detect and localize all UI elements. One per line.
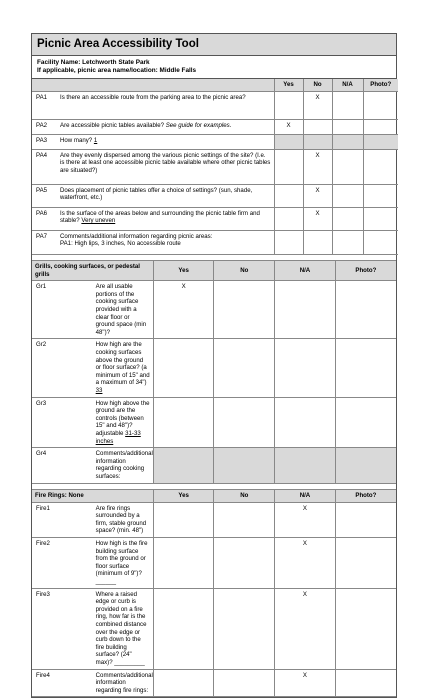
question-note: See guide for examples. xyxy=(165,121,232,129)
answer-cell-na[interactable] xyxy=(332,184,363,207)
answer-cell-no[interactable] xyxy=(303,91,332,119)
answer-cell-yes[interactable] xyxy=(274,134,303,149)
answer-cell-no[interactable] xyxy=(303,134,332,149)
fire-rings-table xyxy=(32,484,396,698)
table-row xyxy=(32,134,398,149)
question-text: Does placement of picnic tables offer a choice of settings? (sun, shade, waterfront, etc.) xyxy=(60,186,253,202)
picnic-header-row xyxy=(32,79,398,91)
answer-cell-yes[interactable] xyxy=(153,502,214,537)
col-photo: Photo? xyxy=(363,79,398,91)
answer-cell-no[interactable] xyxy=(214,397,275,448)
table-row xyxy=(32,230,398,254)
row-question xyxy=(93,502,154,537)
row-code xyxy=(32,149,57,184)
answer-cell-no[interactable] xyxy=(214,502,275,537)
check-mark: X xyxy=(315,186,320,194)
row-question xyxy=(57,119,274,134)
answer-cell-na[interactable] xyxy=(275,339,336,397)
question-text: How high is the fire building surface from the ground or floor surface (minimum of 9")? ______ xyxy=(95,540,148,585)
answer-cell-no[interactable] xyxy=(303,230,332,254)
row-code xyxy=(32,339,93,397)
row-question xyxy=(93,448,154,483)
answer-value: 31-33 inches xyxy=(95,429,141,445)
row-code xyxy=(32,184,57,207)
table-row xyxy=(32,184,398,207)
answer-cell-no[interactable] xyxy=(214,538,275,589)
answer-cell-yes[interactable] xyxy=(153,448,214,483)
answer-cell-no[interactable] xyxy=(214,281,275,339)
row-code xyxy=(32,91,57,119)
answer-value: 33 xyxy=(95,387,103,394)
row-code xyxy=(32,230,57,254)
row-code xyxy=(32,448,93,483)
row-question xyxy=(57,230,274,254)
answer-cell-photo[interactable] xyxy=(335,339,396,397)
answer-cell-yes[interactable] xyxy=(153,588,214,669)
answer-value: Very uneven xyxy=(81,217,116,225)
picnic-area-location: If applicable, picnic area name/location: Middle Falls xyxy=(37,67,197,74)
code-text: PA1 xyxy=(36,93,48,101)
check-mark: X xyxy=(315,151,320,159)
check-mark: X xyxy=(315,93,320,101)
grills-table xyxy=(32,255,396,484)
table-row xyxy=(32,207,398,230)
answer-cell-yes[interactable] xyxy=(274,230,303,254)
table-row xyxy=(32,588,396,669)
question-text: Comments/additional information regarding picnic areas: xyxy=(60,232,213,240)
question-text: Are fire rings surrounded by a firm, stable ground space? (min. 48") xyxy=(95,504,147,535)
comment-text: PA1: High lips, 3 inches, No accessible route xyxy=(60,240,181,248)
answer-cell-yes[interactable] xyxy=(153,339,214,397)
col-na: N/A xyxy=(332,79,363,91)
code-text: Gr1 xyxy=(36,283,47,291)
answer-cell-no[interactable] xyxy=(303,149,332,184)
answer-cell-na[interactable] xyxy=(332,91,363,119)
answer-cell-no[interactable] xyxy=(303,119,332,134)
check-mark: X xyxy=(302,504,307,512)
code-text: Fire2 xyxy=(36,540,50,547)
row-code xyxy=(32,134,57,149)
table-row xyxy=(32,91,398,119)
question-text: Are accessible picnic tables available? xyxy=(60,121,164,129)
answer-cell-yes[interactable] xyxy=(274,119,303,134)
row-question xyxy=(57,149,274,184)
answer-cell-na[interactable] xyxy=(275,397,336,448)
table-row xyxy=(32,502,396,537)
answer-cell-photo[interactable] xyxy=(363,230,398,254)
code-text: PA3 xyxy=(36,136,48,144)
table-row xyxy=(32,339,396,397)
table-row xyxy=(32,448,396,483)
answer-cell-no[interactable] xyxy=(214,339,275,397)
row-code xyxy=(32,588,93,669)
answer-cell-na[interactable] xyxy=(275,448,336,483)
fire-header-row: Fire Rings: None Yes No N/A Photo? xyxy=(32,490,396,503)
answer-cell-no[interactable] xyxy=(214,588,275,669)
code-text: Gr4 xyxy=(36,450,47,458)
answer-cell-na[interactable] xyxy=(275,502,336,537)
row-question xyxy=(93,588,154,669)
row-question xyxy=(57,207,274,230)
answer-cell-photo[interactable] xyxy=(335,281,396,339)
code-text: Fire1 xyxy=(36,504,50,512)
table-row xyxy=(32,119,398,134)
table-row xyxy=(32,538,396,589)
row-question xyxy=(93,339,154,397)
check-mark: X xyxy=(315,209,320,217)
answer-cell-photo[interactable] xyxy=(335,588,396,669)
answer-cell-na[interactable] xyxy=(332,134,363,149)
row-code xyxy=(32,502,93,537)
question-text: How many? xyxy=(60,136,93,144)
answer-cell-photo[interactable] xyxy=(335,448,396,483)
fire-section-title: Fire Rings: None xyxy=(32,490,153,503)
answer-cell-yes[interactable] xyxy=(274,91,303,119)
accessibility-form xyxy=(31,33,397,698)
code-text: Gr3 xyxy=(36,399,47,407)
answer-cell-na[interactable] xyxy=(275,588,336,669)
code-text: Fire4 xyxy=(36,671,50,679)
grills-header-row: Grills, cooking surfaces, or pedestal grills Yes No N/A Photo? xyxy=(32,261,396,281)
answer-cell-na[interactable] xyxy=(332,207,363,230)
code-text: PA7 xyxy=(36,232,48,240)
check-mark: X xyxy=(302,671,307,679)
answer-cell-photo[interactable] xyxy=(335,538,396,589)
row-question xyxy=(93,538,154,589)
question-text: How high above the ground are the controls (between 15" and 48")? adjustable xyxy=(95,399,150,437)
question-text: Comments/additional information regarding cooking surfaces: xyxy=(95,450,153,480)
answer-cell-yes[interactable] xyxy=(153,281,214,339)
form-title: Picnic Area Accessibility Tool xyxy=(32,34,396,56)
row-code xyxy=(32,538,93,589)
code-text: Gr2 xyxy=(36,341,47,349)
question-text: Is there an accessible route from the parking area to the picnic area? xyxy=(60,93,246,101)
answer-cell-photo[interactable] xyxy=(363,149,398,184)
question-text: How high are the cooking surfaces above the ground or floor surface? (a minimum of 15" and a maximum of 34") xyxy=(95,341,150,387)
answer-cell-na[interactable] xyxy=(275,669,336,697)
grills-section-title: Grills, cooking surfaces, or pedestal grills xyxy=(32,261,153,281)
code-text: PA6 xyxy=(36,209,48,217)
check-mark: X xyxy=(181,283,186,291)
question-text: Comments/additional information regarding fire rings: xyxy=(95,671,153,694)
code-text: Fire3 xyxy=(36,590,50,598)
answer-cell-photo[interactable] xyxy=(363,134,398,149)
question-text: Are they evenly dispersed among the various picnic settings of the site? (I.e. is there at least one accessible picnic table available where other picnic tables are situated?) xyxy=(60,151,271,174)
table-row xyxy=(32,669,396,697)
answer-cell-photo[interactable] xyxy=(335,502,396,537)
check-mark: X xyxy=(286,121,291,129)
answer-cell-yes[interactable] xyxy=(274,207,303,230)
answer-cell-photo[interactable] xyxy=(363,91,398,119)
row-code xyxy=(32,669,93,697)
answer-cell-no[interactable] xyxy=(214,669,275,697)
answer-cell-na[interactable] xyxy=(332,230,363,254)
answer-cell-yes[interactable] xyxy=(153,669,214,697)
row-question xyxy=(93,397,154,448)
question-text: Where a raised edge or curb is provided on a fire ring, how far is the combined distance over the edge or curb down to the fire building surface? (24" max)? _________ xyxy=(95,590,147,666)
answer-cell-na[interactable] xyxy=(275,281,336,339)
row-question xyxy=(57,91,274,119)
question-text: Is the surface of the areas below and surrounding the picnic table firm and stable? xyxy=(60,209,260,225)
table-row xyxy=(32,281,396,339)
row-code xyxy=(32,397,93,448)
facility-name: Facility Name: Letchworth State Park xyxy=(37,59,150,66)
answer-cell-yes[interactable] xyxy=(274,184,303,207)
answer-cell-na[interactable] xyxy=(275,538,336,589)
code-text: PA4 xyxy=(36,151,48,159)
facility-info xyxy=(32,56,396,79)
answer-cell-na[interactable] xyxy=(332,119,363,134)
answer-value: 1 xyxy=(93,136,98,144)
table-row xyxy=(32,149,398,184)
answer-cell-no[interactable] xyxy=(214,448,275,483)
answer-cell-yes[interactable] xyxy=(153,397,214,448)
col-yes: Yes xyxy=(274,79,303,91)
row-code xyxy=(32,281,93,339)
answer-cell-yes[interactable] xyxy=(153,538,214,589)
row-question xyxy=(93,281,154,339)
answer-cell-photo[interactable] xyxy=(363,119,398,134)
answer-cell-photo[interactable] xyxy=(363,207,398,230)
answer-cell-no[interactable] xyxy=(303,184,332,207)
row-question xyxy=(57,184,274,207)
check-mark: X xyxy=(302,540,307,547)
code-text: PA5 xyxy=(36,186,48,194)
question-text: Are all usable portions of the cooking surface provided with a clear floor or ground space (min 48")? xyxy=(95,283,147,336)
table-row xyxy=(32,397,396,448)
answer-cell-photo[interactable] xyxy=(335,397,396,448)
answer-cell-no[interactable] xyxy=(303,207,332,230)
code-text: PA2 xyxy=(36,121,48,129)
picnic-area-table xyxy=(32,79,398,255)
row-code xyxy=(32,207,57,230)
answer-cell-na[interactable] xyxy=(332,149,363,184)
answer-cell-photo[interactable] xyxy=(363,184,398,207)
answer-cell-photo[interactable] xyxy=(335,669,396,697)
row-question xyxy=(57,134,274,149)
col-no: No xyxy=(303,79,332,91)
answer-cell-yes[interactable] xyxy=(274,149,303,184)
check-mark: X xyxy=(302,590,307,598)
row-code xyxy=(32,119,57,134)
row-question xyxy=(93,669,154,697)
